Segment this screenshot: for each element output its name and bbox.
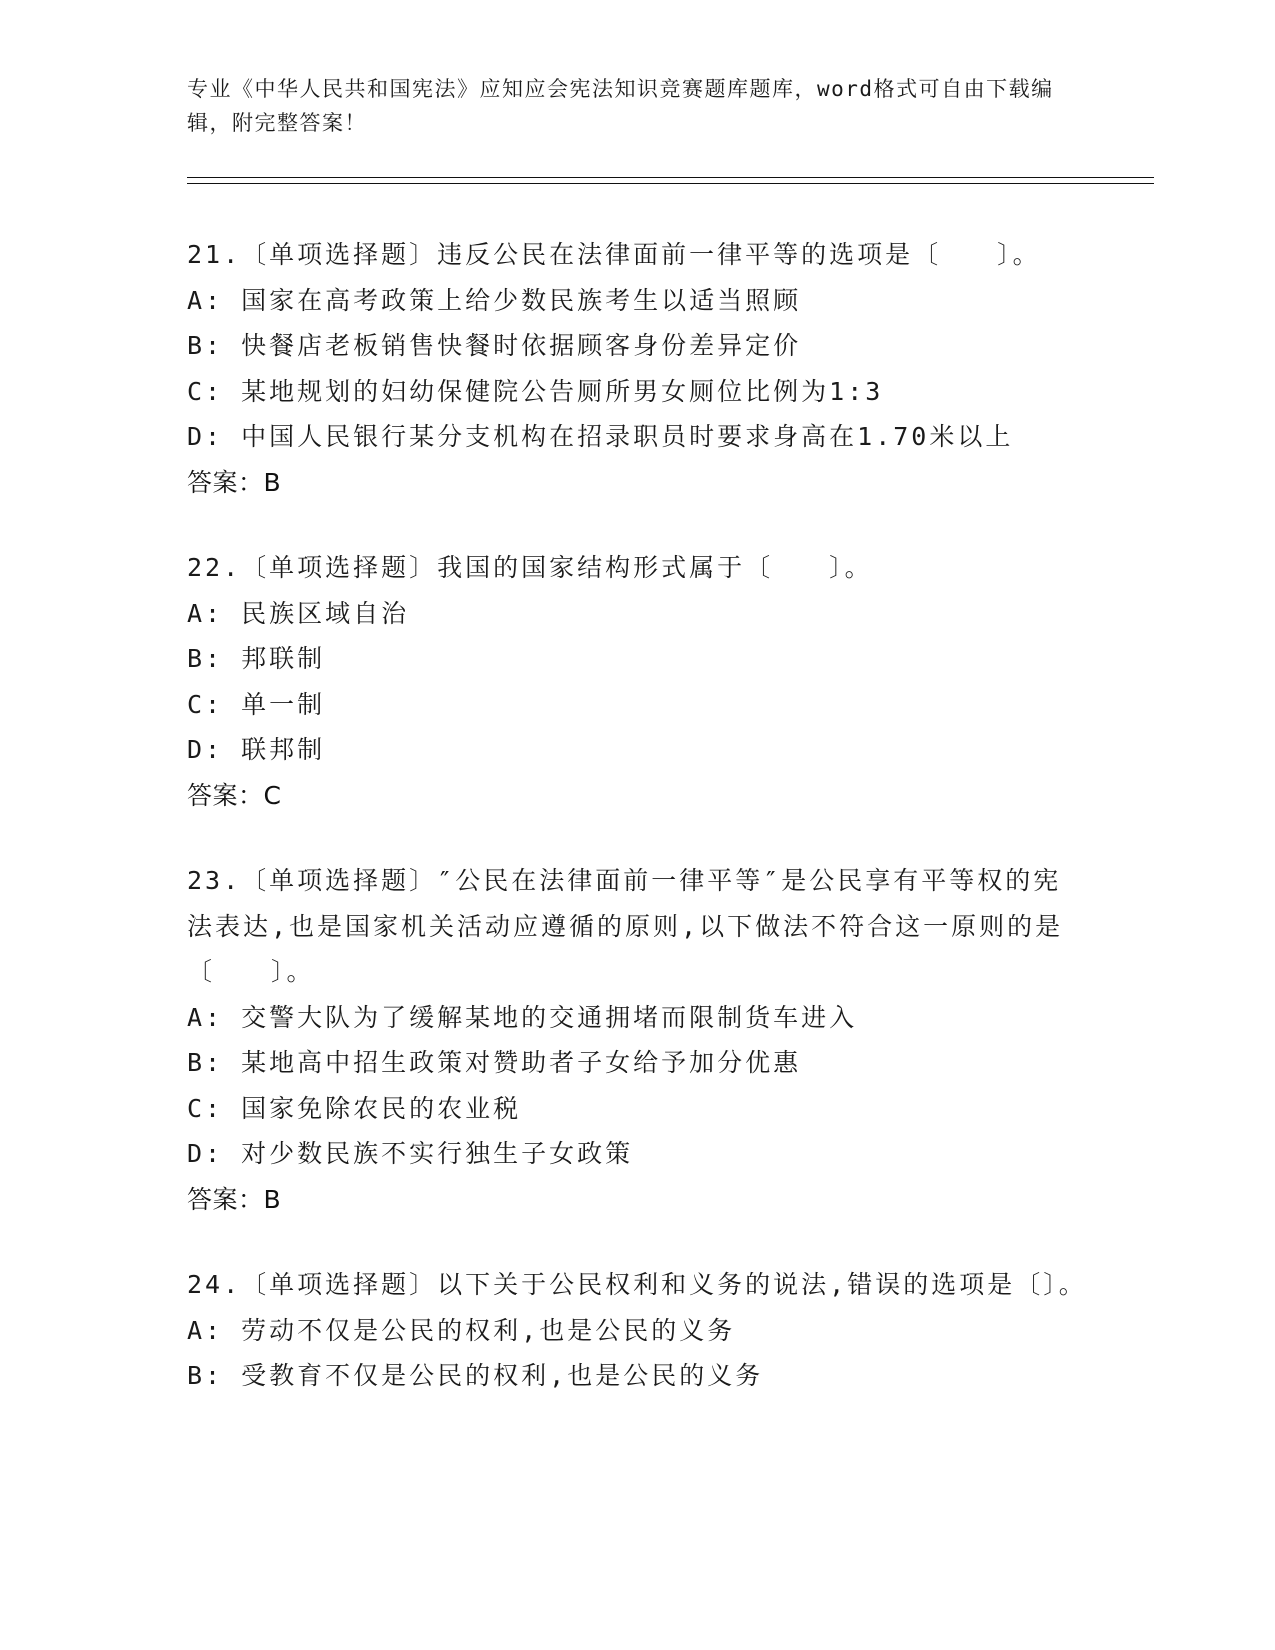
option-d: D: 联邦制 — [187, 735, 326, 764]
question-24 — [187, 1262, 1087, 1399]
option-c: C: 单一制 — [187, 689, 326, 719]
option-b: B: 某地高中招生政策对赞助者子女给予加分优惠 — [187, 1048, 802, 1077]
option-c: C: 国家免除农民的农业税 — [187, 1093, 522, 1123]
option-b: B: 受教育不仅是公民的权利,也是公民的义务 — [187, 1361, 764, 1390]
answer: 答案：C — [187, 780, 282, 810]
option-d: D: 对少数民族不实行独生子女政策 — [187, 1139, 634, 1168]
header-rule-top — [187, 177, 1154, 178]
question-stem: 21.〔单项选择题〕违反公民在法律面前一律平等的选项是〔 〕。 — [187, 240, 1041, 269]
option-a: A: 国家在高考政策上给少数民族考生以适当照顾 — [187, 285, 802, 315]
question-23 — [187, 858, 1087, 1222]
option-b: B: 邦联制 — [187, 644, 326, 673]
question-21 — [187, 232, 1087, 505]
option-a: A: 劳动不仅是公民的权利,也是公民的义务 — [187, 1315, 736, 1345]
answer: 答案：B — [187, 467, 282, 497]
question-22 — [187, 545, 1087, 818]
option-c: C: 某地规划的妇幼保健院公告厕所男女厕位比例为1:3 — [187, 376, 884, 406]
header-rule-bottom — [187, 183, 1154, 184]
option-a: A: 民族区域自治 — [187, 598, 410, 628]
question-stem: 22.〔单项选择题〕我国的国家结构形式属于〔 〕。 — [187, 553, 873, 582]
question-stem: 23.〔单项选择题〕″公民在法律面前一律平等″是公民享有平等权的宪法表达,也是国家机关活动应遵循的原则,以下做法不符合这一原则的是〔 〕。 — [187, 866, 1064, 986]
question-stem: 24.〔单项选择题〕以下关于公民权利和义务的说法,错误的选项是〔〕。 — [187, 1270, 1087, 1299]
option-b: B: 快餐店老板销售快餐时依据顾客身份差异定价 — [187, 331, 802, 360]
option-d: D: 中国人民银行某分支机构在招录职员时要求身高在1.70米以上 — [187, 422, 1014, 451]
document-header — [187, 72, 1067, 140]
option-a: A: 交警大队为了缓解某地的交通拥堵而限制货车进入 — [187, 1002, 858, 1032]
header-text: 专业《中华人民共和国宪法》应知应会宪法知识竞赛题库题库，word格式可自由下载编辑，附完整答案！ — [187, 77, 1054, 135]
question-list — [187, 232, 1087, 1439]
answer: 答案：B — [187, 1184, 282, 1214]
